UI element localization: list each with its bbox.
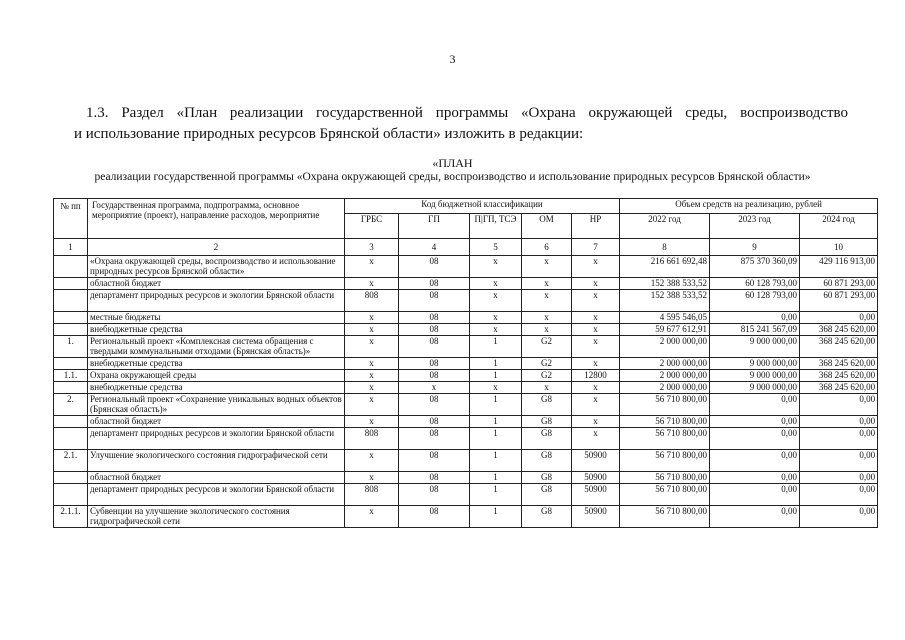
row-grbs: х bbox=[345, 472, 399, 484]
row-ppgp: 1 bbox=[470, 370, 522, 382]
column-number: 2 bbox=[88, 239, 345, 256]
row-number bbox=[54, 312, 88, 324]
header-volume: Объем средств на реализацию, рублей bbox=[620, 199, 878, 214]
row-ppgp: х bbox=[470, 324, 522, 336]
plan-table-body bbox=[54, 256, 878, 528]
row-grbs: х bbox=[345, 394, 399, 416]
row-gp: 08 bbox=[399, 256, 470, 278]
row-amount-2023: 0,00 bbox=[710, 484, 800, 506]
row-name: «Охрана окружающей среды, воспроизводство и использование природных ресурсов Брянской области» bbox=[88, 256, 345, 278]
row-nr: 50900 bbox=[572, 484, 620, 506]
column-number: 10 bbox=[800, 239, 878, 256]
row-nr: х bbox=[572, 394, 620, 416]
table-row bbox=[54, 312, 878, 324]
row-nr: х bbox=[572, 256, 620, 278]
row-gp: 08 bbox=[399, 358, 470, 370]
row-grbs: х bbox=[345, 416, 399, 428]
header-2022: 2022 год bbox=[620, 214, 710, 239]
header-nr: НР bbox=[572, 214, 620, 239]
column-number: 6 bbox=[522, 239, 572, 256]
table-row bbox=[54, 278, 878, 290]
row-amount-2024: 0,00 bbox=[800, 394, 878, 416]
row-amount-2024: 368 245 620,00 bbox=[800, 336, 878, 358]
row-nr: х bbox=[572, 278, 620, 290]
row-amount-2022: 56 710 800,00 bbox=[620, 506, 710, 528]
row-name: департамент природных ресурсов и экологии Брянской области bbox=[88, 484, 345, 506]
row-name: департамент природных ресурсов и экологии Брянской области bbox=[88, 290, 345, 312]
row-amount-2024: 0,00 bbox=[800, 506, 878, 528]
row-amount-2023: 0,00 bbox=[710, 506, 800, 528]
row-name: внебюджетные средства bbox=[88, 324, 345, 336]
row-number bbox=[54, 484, 88, 506]
row-number: 2.1.1. bbox=[54, 506, 88, 528]
row-om: G8 bbox=[522, 472, 572, 484]
row-grbs: х bbox=[345, 312, 399, 324]
row-amount-2024: 368 245 620,00 bbox=[800, 358, 878, 370]
row-amount-2022: 56 710 800,00 bbox=[620, 416, 710, 428]
column-numbers-row bbox=[54, 239, 878, 256]
row-om: G8 bbox=[522, 394, 572, 416]
row-name: Улучшение экологического состояния гидрографической сети bbox=[88, 450, 345, 472]
row-om: G8 bbox=[522, 450, 572, 472]
row-amount-2024: 429 116 913,00 bbox=[800, 256, 878, 278]
row-grbs: х bbox=[345, 358, 399, 370]
intro-line-2: и использование природных ресурсов Брянской области» изложить в редакции: bbox=[74, 126, 584, 142]
row-amount-2022: 2 000 000,00 bbox=[620, 382, 710, 394]
row-ppgp: х bbox=[470, 278, 522, 290]
row-name: областной бюджет bbox=[88, 278, 345, 290]
row-ppgp: 1 bbox=[470, 428, 522, 450]
table-row bbox=[54, 472, 878, 484]
row-amount-2023: 9 000 000,00 bbox=[710, 382, 800, 394]
row-number bbox=[54, 256, 88, 278]
row-name: департамент природных ресурсов и экологии Брянской области bbox=[88, 428, 345, 450]
intro-paragraph bbox=[74, 103, 848, 145]
table-row bbox=[54, 394, 878, 416]
row-gp: 08 bbox=[399, 312, 470, 324]
row-ppgp: 1 bbox=[470, 394, 522, 416]
row-name: областной бюджет bbox=[88, 472, 345, 484]
table-row bbox=[54, 382, 878, 394]
row-amount-2022: 56 710 800,00 bbox=[620, 472, 710, 484]
row-amount-2022: 56 710 800,00 bbox=[620, 484, 710, 506]
table-row bbox=[54, 506, 878, 528]
row-ppgp: х bbox=[470, 312, 522, 324]
row-nr: 50900 bbox=[572, 450, 620, 472]
row-nr: х bbox=[572, 324, 620, 336]
row-om: х bbox=[522, 382, 572, 394]
row-amount-2022: 2 000 000,00 bbox=[620, 358, 710, 370]
row-name: местные бюджеты bbox=[88, 312, 345, 324]
row-nr: 50900 bbox=[572, 506, 620, 528]
row-gp: 08 bbox=[399, 370, 470, 382]
row-ppgp: 1 bbox=[470, 336, 522, 358]
column-number: 5 bbox=[470, 239, 522, 256]
header-budget-code: Код бюджетной классификации bbox=[345, 199, 620, 214]
column-number: 7 bbox=[572, 239, 620, 256]
row-ppgp: 1 bbox=[470, 472, 522, 484]
header-2024: 2024 год bbox=[800, 214, 878, 239]
row-ppgp: 1 bbox=[470, 450, 522, 472]
table-row bbox=[54, 428, 878, 450]
row-gp: 08 bbox=[399, 290, 470, 312]
column-number: 9 bbox=[710, 239, 800, 256]
row-number bbox=[54, 416, 88, 428]
row-grbs: х bbox=[345, 450, 399, 472]
plan-table bbox=[53, 198, 878, 528]
table-row bbox=[54, 450, 878, 472]
row-gp: х bbox=[399, 382, 470, 394]
row-amount-2024: 0,00 bbox=[800, 450, 878, 472]
row-number: 2. bbox=[54, 394, 88, 416]
header-num: № пп bbox=[54, 199, 88, 239]
row-amount-2024: 0,00 bbox=[800, 472, 878, 484]
row-number bbox=[54, 290, 88, 312]
row-gp: 08 bbox=[399, 506, 470, 528]
row-ppgp: х bbox=[470, 290, 522, 312]
header-grbs: ГРБС bbox=[345, 214, 399, 239]
row-number bbox=[54, 472, 88, 484]
row-amount-2022: 152 388 533,52 bbox=[620, 278, 710, 290]
row-amount-2023: 0,00 bbox=[710, 450, 800, 472]
row-amount-2023: 9 000 000,00 bbox=[710, 336, 800, 358]
plan-subtitle: реализации государственной программы «Охрана окружающей среды, воспроизводство и использование природных ресурсов Брянской области» bbox=[94, 171, 811, 183]
row-gp: 08 bbox=[399, 450, 470, 472]
row-amount-2024: 0,00 bbox=[800, 484, 878, 506]
row-amount-2022: 56 710 800,00 bbox=[620, 428, 710, 450]
row-om: G2 bbox=[522, 370, 572, 382]
row-number: 2.1. bbox=[54, 450, 88, 472]
row-amount-2023: 9 000 000,00 bbox=[710, 370, 800, 382]
row-gp: 08 bbox=[399, 324, 470, 336]
row-nr: х bbox=[572, 382, 620, 394]
table-row bbox=[54, 484, 878, 506]
row-nr: х bbox=[572, 358, 620, 370]
column-number: 8 bbox=[620, 239, 710, 256]
row-ppgp: 1 bbox=[470, 416, 522, 428]
row-om: х bbox=[522, 312, 572, 324]
row-amount-2022: 4 595 546,05 bbox=[620, 312, 710, 324]
row-amount-2023: 875 370 360,09 bbox=[710, 256, 800, 278]
row-gp: 08 bbox=[399, 336, 470, 358]
row-gp: 08 bbox=[399, 278, 470, 290]
row-amount-2022: 2 000 000,00 bbox=[620, 370, 710, 382]
row-name: Региональный проект «Комплексная система обращения с твердыми коммунальными отходами (Брянская область)» bbox=[88, 336, 345, 358]
row-nr: 50900 bbox=[572, 472, 620, 484]
row-grbs: х bbox=[345, 336, 399, 358]
row-om: G8 bbox=[522, 484, 572, 506]
row-amount-2024: 368 245 620,00 bbox=[800, 382, 878, 394]
row-ppgp: 1 bbox=[470, 484, 522, 506]
row-grbs: х bbox=[345, 324, 399, 336]
row-amount-2023: 60 128 793,00 bbox=[710, 278, 800, 290]
row-nr: х bbox=[572, 290, 620, 312]
row-gp: 08 bbox=[399, 394, 470, 416]
row-name: областной бюджет bbox=[88, 416, 345, 428]
row-number bbox=[54, 358, 88, 370]
row-amount-2023: 60 128 793,00 bbox=[710, 290, 800, 312]
row-amount-2022: 56 710 800,00 bbox=[620, 450, 710, 472]
row-amount-2023: 0,00 bbox=[710, 472, 800, 484]
row-name: внебюджетные средства bbox=[88, 358, 345, 370]
table-row bbox=[54, 336, 878, 358]
row-amount-2024: 60 871 293,00 bbox=[800, 278, 878, 290]
row-amount-2024: 0,00 bbox=[800, 428, 878, 450]
row-number bbox=[54, 324, 88, 336]
row-grbs: х bbox=[345, 382, 399, 394]
header-gp: ГП bbox=[399, 214, 470, 239]
row-amount-2023: 0,00 bbox=[710, 394, 800, 416]
row-number: 1.1. bbox=[54, 370, 88, 382]
row-om: G8 bbox=[522, 428, 572, 450]
row-nr: х bbox=[572, 312, 620, 324]
row-om: х bbox=[522, 256, 572, 278]
row-om: G2 bbox=[522, 336, 572, 358]
header-om: ОМ bbox=[522, 214, 572, 239]
row-amount-2024: 0,00 bbox=[800, 312, 878, 324]
page-number: 3 bbox=[449, 52, 456, 66]
table-row bbox=[54, 370, 878, 382]
row-grbs: 808 bbox=[345, 290, 399, 312]
column-number: 1 bbox=[54, 239, 88, 256]
row-amount-2022: 2 000 000,00 bbox=[620, 336, 710, 358]
row-amount-2023: 0,00 bbox=[710, 428, 800, 450]
row-gp: 08 bbox=[399, 428, 470, 450]
row-om: х bbox=[522, 290, 572, 312]
row-name: Охрана окружающей среды bbox=[88, 370, 345, 382]
row-grbs: х bbox=[345, 370, 399, 382]
row-amount-2023: 0,00 bbox=[710, 312, 800, 324]
table-row bbox=[54, 358, 878, 370]
row-amount-2022: 59 677 612,91 bbox=[620, 324, 710, 336]
table-row bbox=[54, 324, 878, 336]
row-number bbox=[54, 278, 88, 290]
row-nr: 12800 bbox=[572, 370, 620, 382]
row-gp: 08 bbox=[399, 416, 470, 428]
row-om: G8 bbox=[522, 506, 572, 528]
row-ppgp: х bbox=[470, 382, 522, 394]
intro-line-1: 1.3. Раздел «План реализации государственной программы «Охрана окружающей среды, воспроизводство bbox=[86, 105, 848, 121]
table-row bbox=[54, 256, 878, 278]
header-ppgp: П|ГП, ТСЭ bbox=[470, 214, 522, 239]
row-amount-2024: 0,00 bbox=[800, 416, 878, 428]
row-gp: 08 bbox=[399, 484, 470, 506]
column-number: 4 bbox=[399, 239, 470, 256]
table-row bbox=[54, 290, 878, 312]
row-grbs: 808 bbox=[345, 428, 399, 450]
row-ppgp: 1 bbox=[470, 358, 522, 370]
plan-title: «ПЛАН bbox=[432, 156, 473, 170]
row-amount-2022: 216 661 692,48 bbox=[620, 256, 710, 278]
row-name: Региональный проект «Сохранение уникальных водных объектов (Брянская область)» bbox=[88, 394, 345, 416]
row-grbs: 808 bbox=[345, 484, 399, 506]
row-amount-2023: 9 000 000,00 bbox=[710, 358, 800, 370]
row-number bbox=[54, 428, 88, 450]
row-amount-2022: 56 710 800,00 bbox=[620, 394, 710, 416]
row-grbs: х bbox=[345, 506, 399, 528]
header-name: Государственная программа, подпрограмма, основное мероприятие (проект), направление расходов, мероприятие bbox=[88, 199, 345, 239]
row-amount-2024: 368 245 620,00 bbox=[800, 370, 878, 382]
column-number: 3 bbox=[345, 239, 399, 256]
row-amount-2023: 815 241 567,09 bbox=[710, 324, 800, 336]
header-2023: 2023 год bbox=[710, 214, 800, 239]
row-nr: х bbox=[572, 428, 620, 450]
row-gp: 08 bbox=[399, 472, 470, 484]
row-nr: х bbox=[572, 336, 620, 358]
row-number: 1. bbox=[54, 336, 88, 358]
row-om: х bbox=[522, 324, 572, 336]
row-amount-2022: 152 388 533,52 bbox=[620, 290, 710, 312]
row-om: G2 bbox=[522, 358, 572, 370]
row-name: внебюджетные средства bbox=[88, 382, 345, 394]
table-row bbox=[54, 416, 878, 428]
row-number bbox=[54, 382, 88, 394]
row-name: Субвенции на улучшение экологического состояния гидрографической сети bbox=[88, 506, 345, 528]
row-amount-2023: 0,00 bbox=[710, 416, 800, 428]
row-ppgp: х bbox=[470, 256, 522, 278]
row-amount-2024: 368 245 620,00 bbox=[800, 324, 878, 336]
row-nr: х bbox=[572, 416, 620, 428]
row-grbs: х bbox=[345, 278, 399, 290]
row-om: х bbox=[522, 278, 572, 290]
row-om: G8 bbox=[522, 416, 572, 428]
row-grbs: х bbox=[345, 256, 399, 278]
row-amount-2024: 60 871 293,00 bbox=[800, 290, 878, 312]
row-ppgp: 1 bbox=[470, 506, 522, 528]
